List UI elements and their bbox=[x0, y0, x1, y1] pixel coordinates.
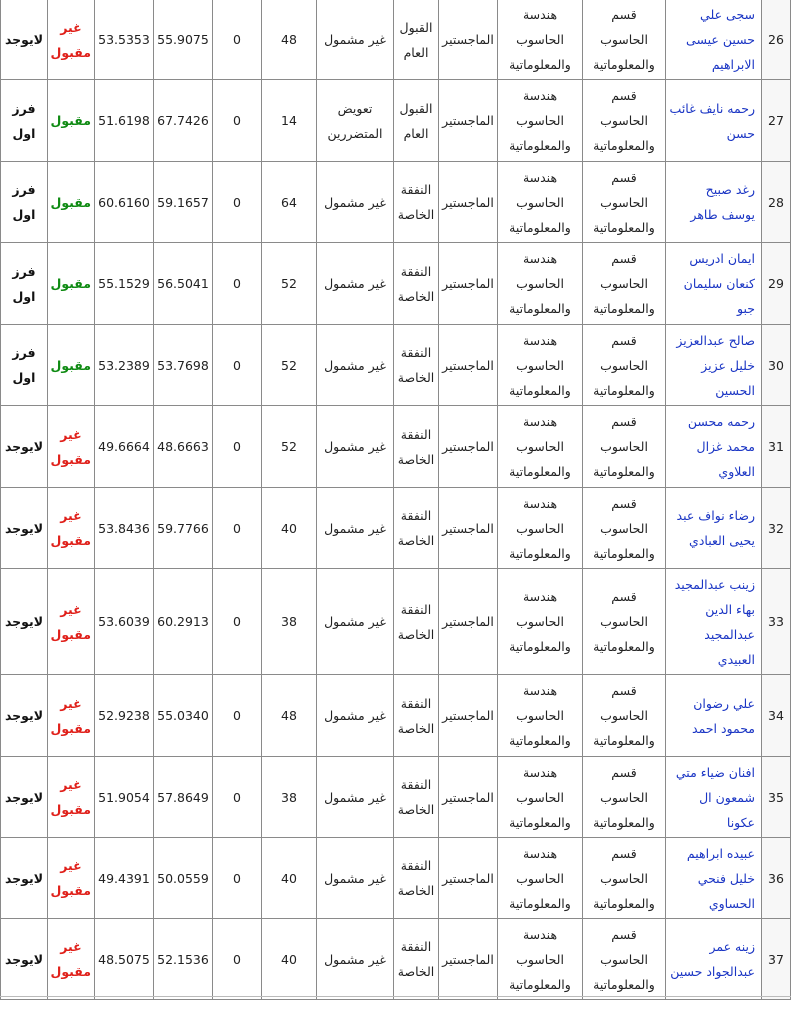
admission-channel-cell: النفقة الخاصة bbox=[394, 569, 439, 675]
score-1-cell: 52 bbox=[262, 243, 317, 325]
specialization-cell: هندسة الحاسوب والمعلوماتية bbox=[498, 325, 583, 406]
specialization-cell: هندسة الحاسوب والمعلوماتية bbox=[498, 162, 583, 243]
student-name-cell[interactable]: علي رضوان محمود احمد bbox=[666, 675, 762, 757]
status-cell: تعويض المتضررين bbox=[317, 80, 394, 162]
student-name-cell[interactable]: رغد صبيح يوسف طاهر bbox=[666, 162, 762, 243]
table-row bbox=[1, 675, 791, 757]
table-row bbox=[1, 569, 791, 675]
decision-cell: غير مقبول bbox=[48, 757, 95, 838]
degree-cell: الماجستير bbox=[439, 757, 498, 838]
specialization-cell: هندسة الحاسوب والمعلوماتية bbox=[498, 838, 583, 919]
degree-cell: الماجستير bbox=[439, 919, 498, 1000]
score-2-cell: 0 bbox=[213, 162, 262, 243]
score-2-cell: 0 bbox=[213, 919, 262, 1000]
admission-channel-cell: النفقة الخاصة bbox=[394, 675, 439, 757]
sorting-cell: لايوجد bbox=[1, 488, 48, 569]
status-cell: غير مشمول bbox=[317, 243, 394, 325]
department-cell: قسم الحاسوب والمعلوماتية bbox=[583, 569, 666, 675]
decision-cell: غير مقبول bbox=[48, 838, 95, 919]
decision-cell: مقبول bbox=[48, 162, 95, 243]
score-1-cell: 40 bbox=[262, 919, 317, 1000]
degree-cell: الماجستير bbox=[439, 162, 498, 243]
status-cell: غير مشمول bbox=[317, 162, 394, 243]
status-cell: غير مشمول bbox=[317, 757, 394, 838]
student-name-cell[interactable]: صالح عبدالعزيز خليل عزيز الحسين bbox=[666, 325, 762, 406]
student-name-cell[interactable]: سجى علي حسين عيسى الابراهيم bbox=[666, 0, 762, 80]
status-cell: غير مشمول bbox=[317, 406, 394, 488]
score-3-cell: 59.1657 bbox=[154, 162, 213, 243]
table-row bbox=[1, 0, 791, 80]
sorting-cell: لايوجد bbox=[1, 757, 48, 838]
score-1-cell: 64 bbox=[262, 162, 317, 243]
department-cell: قسم الحاسوب والمعلوماتية bbox=[583, 80, 666, 162]
score-4-cell: 55.1529 bbox=[95, 243, 154, 325]
table-row bbox=[1, 838, 791, 919]
table-row bbox=[1, 162, 791, 243]
admission-channel-cell: القبول العام bbox=[394, 0, 439, 80]
department-cell: قسم الحاسوب والمعلوماتية bbox=[583, 919, 666, 1000]
table-body bbox=[1, 0, 791, 1000]
score-3-cell: 60.2913 bbox=[154, 569, 213, 675]
sorting-cell: فرز اول bbox=[1, 325, 48, 406]
score-2-cell: 0 bbox=[213, 675, 262, 757]
degree-cell: الماجستير bbox=[439, 488, 498, 569]
decision-cell: مقبول bbox=[48, 80, 95, 162]
degree-cell: الماجستير bbox=[439, 325, 498, 406]
score-4-cell: 51.9054 bbox=[95, 757, 154, 838]
score-2-cell: 0 bbox=[213, 569, 262, 675]
department-cell: قسم الحاسوب والمعلوماتية bbox=[583, 757, 666, 838]
score-3-cell: 67.7426 bbox=[154, 80, 213, 162]
row-number-cell: 30 bbox=[762, 325, 791, 406]
student-name-cell[interactable]: رحمه نايف غائب حسن bbox=[666, 80, 762, 162]
status-cell: غير مشمول bbox=[317, 675, 394, 757]
department-cell: قسم الحاسوب والمعلوماتية bbox=[583, 675, 666, 757]
specialization-cell: هندسة الحاسوب والمعلوماتية bbox=[498, 675, 583, 757]
score-3-cell: 53.7698 bbox=[154, 325, 213, 406]
score-3-cell: 55.9075 bbox=[154, 0, 213, 80]
specialization-cell: هندسة الحاسوب والمعلوماتية bbox=[498, 0, 583, 80]
score-4-cell: 51.6198 bbox=[95, 80, 154, 162]
row-number-cell: 29 bbox=[762, 243, 791, 325]
score-3-cell: 57.8649 bbox=[154, 757, 213, 838]
decision-cell: غير مقبول bbox=[48, 0, 95, 80]
decision-cell: مقبول bbox=[48, 243, 95, 325]
table-row bbox=[1, 80, 791, 162]
score-4-cell: 53.6039 bbox=[95, 569, 154, 675]
specialization-cell: هندسة الحاسوب والمعلوماتية bbox=[498, 569, 583, 675]
sorting-cell: فرز اول bbox=[1, 80, 48, 162]
row-number-cell: 31 bbox=[762, 406, 791, 488]
admission-channel-cell: النفقة الخاصة bbox=[394, 162, 439, 243]
degree-cell: الماجستير bbox=[439, 0, 498, 80]
sorting-cell: لايوجد bbox=[1, 838, 48, 919]
department-cell: قسم الحاسوب والمعلوماتية bbox=[583, 243, 666, 325]
score-1-cell: 48 bbox=[262, 675, 317, 757]
student-name-cell[interactable]: زينب عبدالمجيد بهاء الدين عبدالمجيد العبيدي bbox=[666, 569, 762, 675]
department-cell: قسم الحاسوب والمعلوماتية bbox=[583, 162, 666, 243]
table-row bbox=[1, 757, 791, 838]
decision-cell: مقبول bbox=[48, 325, 95, 406]
student-name-cell[interactable]: رضاء نواف عبد يحيى العبادي bbox=[666, 488, 762, 569]
specialization-cell: هندسة الحاسوب والمعلوماتية bbox=[498, 406, 583, 488]
table-row bbox=[1, 325, 791, 406]
score-3-cell: 52.1536 bbox=[154, 919, 213, 1000]
score-1-cell: 38 bbox=[262, 569, 317, 675]
specialization-cell: هندسة الحاسوب والمعلوماتية bbox=[498, 243, 583, 325]
table-row bbox=[1, 243, 791, 325]
table-row bbox=[1, 488, 791, 569]
admission-channel-cell: النفقة الخاصة bbox=[394, 488, 439, 569]
score-1-cell: 40 bbox=[262, 838, 317, 919]
score-4-cell: 53.2389 bbox=[95, 325, 154, 406]
sorting-cell: لايوجد bbox=[1, 675, 48, 757]
score-2-cell: 0 bbox=[213, 757, 262, 838]
row-number-cell: 37 bbox=[762, 919, 791, 1000]
admission-channel-cell: النفقة الخاصة bbox=[394, 838, 439, 919]
row-number-cell: 32 bbox=[762, 488, 791, 569]
decision-cell: غير مقبول bbox=[48, 406, 95, 488]
sorting-cell: لايوجد bbox=[1, 919, 48, 1000]
score-3-cell: 55.0340 bbox=[154, 675, 213, 757]
department-cell: قسم الحاسوب والمعلوماتية bbox=[583, 325, 666, 406]
degree-cell: الماجستير bbox=[439, 243, 498, 325]
status-cell: غير مشمول bbox=[317, 0, 394, 80]
score-4-cell: 48.5075 bbox=[95, 919, 154, 1000]
decision-cell: غير مقبول bbox=[48, 675, 95, 757]
student-name-cell[interactable]: عبيده ابراهيم خليل فنحي الحساوي bbox=[666, 838, 762, 919]
table-row bbox=[1, 919, 791, 1000]
row-number-cell: 36 bbox=[762, 838, 791, 919]
specialization-cell: هندسة الحاسوب والمعلوماتية bbox=[498, 488, 583, 569]
score-3-cell: 50.0559 bbox=[154, 838, 213, 919]
score-4-cell: 52.9238 bbox=[95, 675, 154, 757]
student-name-cell[interactable]: رحمه محسن محمد غزال العلاوي bbox=[666, 406, 762, 488]
admission-channel-cell: النفقة الخاصة bbox=[394, 325, 439, 406]
department-cell: قسم الحاسوب والمعلوماتية bbox=[583, 0, 666, 80]
admission-channel-cell: النفقة الخاصة bbox=[394, 919, 439, 1000]
admission-channel-cell: النفقة الخاصة bbox=[394, 243, 439, 325]
decision-cell: غير مقبول bbox=[48, 488, 95, 569]
row-number-cell: 26 bbox=[762, 0, 791, 80]
score-2-cell: 0 bbox=[213, 838, 262, 919]
row-number-cell: 34 bbox=[762, 675, 791, 757]
score-3-cell: 56.5041 bbox=[154, 243, 213, 325]
score-2-cell: 0 bbox=[213, 406, 262, 488]
admission-channel-cell: القبول العام bbox=[394, 80, 439, 162]
sorting-cell: فرز اول bbox=[1, 243, 48, 325]
department-cell: قسم الحاسوب والمعلوماتية bbox=[583, 838, 666, 919]
score-2-cell: 0 bbox=[213, 488, 262, 569]
score-4-cell: 49.4391 bbox=[95, 838, 154, 919]
score-2-cell: 0 bbox=[213, 325, 262, 406]
decision-cell: غير مقبول bbox=[48, 919, 95, 1000]
score-1-cell: 48 bbox=[262, 0, 317, 80]
student-name-cell[interactable]: افنان ضياء متي شمعون ال عكونا bbox=[666, 757, 762, 838]
row-number-cell: 28 bbox=[762, 162, 791, 243]
decision-cell: غير مقبول bbox=[48, 569, 95, 675]
department-cell: قسم الحاسوب والمعلوماتية bbox=[583, 488, 666, 569]
score-4-cell: 53.5353 bbox=[95, 0, 154, 80]
degree-cell: الماجستير bbox=[439, 569, 498, 675]
specialization-cell: هندسة الحاسوب والمعلوماتية bbox=[498, 80, 583, 162]
score-1-cell: 40 bbox=[262, 488, 317, 569]
status-cell: غير مشمول bbox=[317, 488, 394, 569]
admission-channel-cell: النفقة الخاصة bbox=[394, 406, 439, 488]
score-1-cell: 52 bbox=[262, 325, 317, 406]
student-name-cell[interactable]: ايمان ادريس كنعان سليمان جبو bbox=[666, 243, 762, 325]
admission-channel-cell: النفقة الخاصة bbox=[394, 757, 439, 838]
score-2-cell: 0 bbox=[213, 0, 262, 80]
score-4-cell: 53.8436 bbox=[95, 488, 154, 569]
status-cell: غير مشمول bbox=[317, 569, 394, 675]
page-bottom-divider bbox=[0, 996, 791, 997]
status-cell: غير مشمول bbox=[317, 325, 394, 406]
sorting-cell: لايوجد bbox=[1, 569, 48, 675]
score-4-cell: 49.6664 bbox=[95, 406, 154, 488]
row-number-cell: 27 bbox=[762, 80, 791, 162]
degree-cell: الماجستير bbox=[439, 406, 498, 488]
score-1-cell: 52 bbox=[262, 406, 317, 488]
score-3-cell: 59.7766 bbox=[154, 488, 213, 569]
score-4-cell: 60.6160 bbox=[95, 162, 154, 243]
row-number-cell: 33 bbox=[762, 569, 791, 675]
score-2-cell: 0 bbox=[213, 243, 262, 325]
department-cell: قسم الحاسوب والمعلوماتية bbox=[583, 406, 666, 488]
status-cell: غير مشمول bbox=[317, 919, 394, 1000]
row-number-cell: 35 bbox=[762, 757, 791, 838]
degree-cell: الماجستير bbox=[439, 80, 498, 162]
score-2-cell: 0 bbox=[213, 80, 262, 162]
specialization-cell: هندسة الحاسوب والمعلوماتية bbox=[498, 757, 583, 838]
table-row bbox=[1, 406, 791, 488]
score-3-cell: 48.6663 bbox=[154, 406, 213, 488]
score-1-cell: 14 bbox=[262, 80, 317, 162]
status-cell: غير مشمول bbox=[317, 838, 394, 919]
degree-cell: الماجستير bbox=[439, 838, 498, 919]
sorting-cell: فرز اول bbox=[1, 162, 48, 243]
specialization-cell: هندسة الحاسوب والمعلوماتية bbox=[498, 919, 583, 1000]
student-name-cell[interactable]: زينه عمر عبدالجواد حسين bbox=[666, 919, 762, 1000]
score-1-cell: 38 bbox=[262, 757, 317, 838]
degree-cell: الماجستير bbox=[439, 675, 498, 757]
sorting-cell: لايوجد bbox=[1, 406, 48, 488]
sorting-cell: لايوجد bbox=[1, 0, 48, 80]
